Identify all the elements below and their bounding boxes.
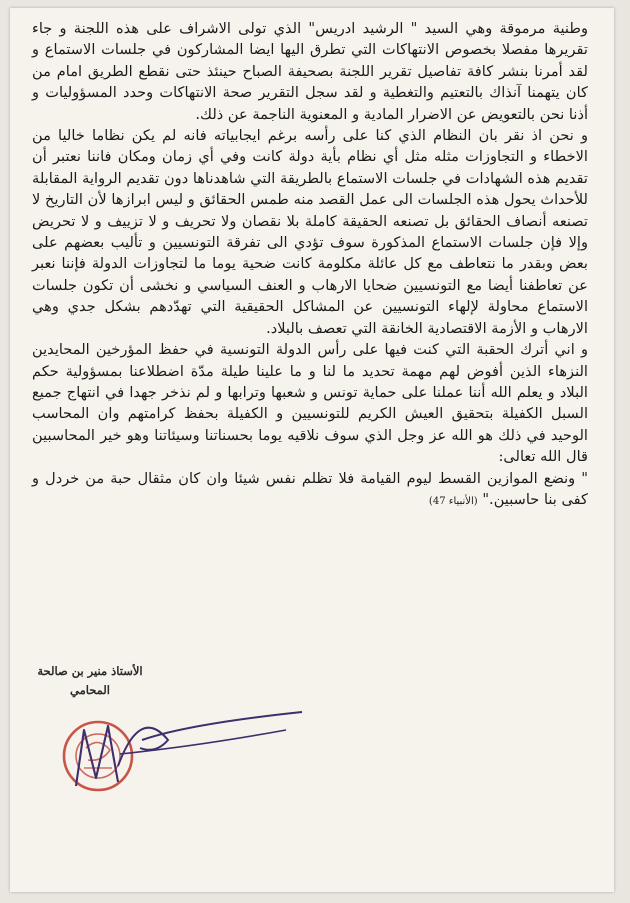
verse-reference: (الأنبياء 47) [428,495,478,507]
paragraph-1: وطنية مرموقة وهي السيد " الرشيد ادريس" الذي تولى الاشراف على هذه اللجنة و جاء تقريرها مفصلا بخصوص الانتهاكات التي تطرق اليها ايضا المشاركون في جلسات الاستماع و لقد أمرنا بنشر كافة تفاصيل تقرير اللجنة بصحيفة الصباح حينئذ حتى نقطع الطريق امام من كان يتهمنا آنذاك بالتعتيم والتغطية و لقد سجل التقرير صحة الانتهاكات وحدد المسؤوليات و أذنا نحن بالتعويض عن الاضرار المادية و المعنوية الناجمة عن ذلك. [32,20,588,123]
signer-title: المحامي [69,683,111,697]
signature-stamp [58,696,308,806]
signature-block [26,662,154,700]
paragraph-2: و نحن اذ نقر بان النظام الذي كنا على رأسه برغم ايجابياته فانه لم يكن نظاما خاليا من الاخطاء و التجاوزات مثله مثل أي نظام بأية دولة كانت وفي أي زمان ومكان فاننا نعتبر أن تقديم هذه الشهادات في جلسات الاستماع بالطريقة التي شاهدناها دون تقديم الرواية المقابلة للأحداث يحول هذه الجلسات الى عمل القصد منه طمس الحقائق و ليس ابرازها لأن التاريخ لا تصنعه أنصاف الحقائق بل تصنعه الحقيقة كاملة بلا نقصان ولا تحريف و لا تزييف و لا تحريض وإلا فإن جلسات الاستماع المذكورة سوف تؤدي الى تفرقة التونسيين و تأليب بعضهم على بعض وبقدر ما نتعاطف مع كل عائلة مكلومة كانت ضحية يوما ما لتجاوزات الدولة فإننا نعبر عن تعاطفنا أيضا مع التونسيين ضحايا الارهاب و العنف السياسي و نخشى أن تكون جلسات الاستماع محاولة لإلهاء التونسيين عن المشاكل الحقيقية التي تهدّدهم بشكل جدي وهي الارهاب و الأزمة الاقتصادية الخانقة التي تعصف بالبلاد. [32,127,588,337]
verse-text: " ونضع الموازين القسط ليوم القيامة فلا تظلم نفس شيئا وان كان مثقال حبة من خردل و كفى بنا حاسبين." [32,469,588,508]
letter-body [32,18,588,512]
quran-verse [32,468,588,513]
document-page [10,8,614,892]
paragraph-3: و اني أترك الحقبة التي كنت فيها على رأس الدولة التونسية في حفظ المؤرخين المحايدين النزهاء الذين أفوض لهم مهمة تحديد ما لنا و ما علينا طيلة مدّة اضطلاعنا بمسؤولية حكم البلاد و يعلم الله أننا عملنا على حماية تونس و شعبها وترابها و لم نذخر جهدا في انتهاج جميع السبل الكفيلة بتحقيق العيش الكريم للتونسيين و الكفيلة بحفظ كرامتهم وان المحاسب الوحيد في ذلك هو الله عز وجل الذي سوف نلاقيه يوما بحسناتنا وسيئاتنا وهو خير المحاسبين قال الله تعالى: [32,341,588,466]
signer-name: الأستاذ منير بن صالحة [37,664,143,678]
